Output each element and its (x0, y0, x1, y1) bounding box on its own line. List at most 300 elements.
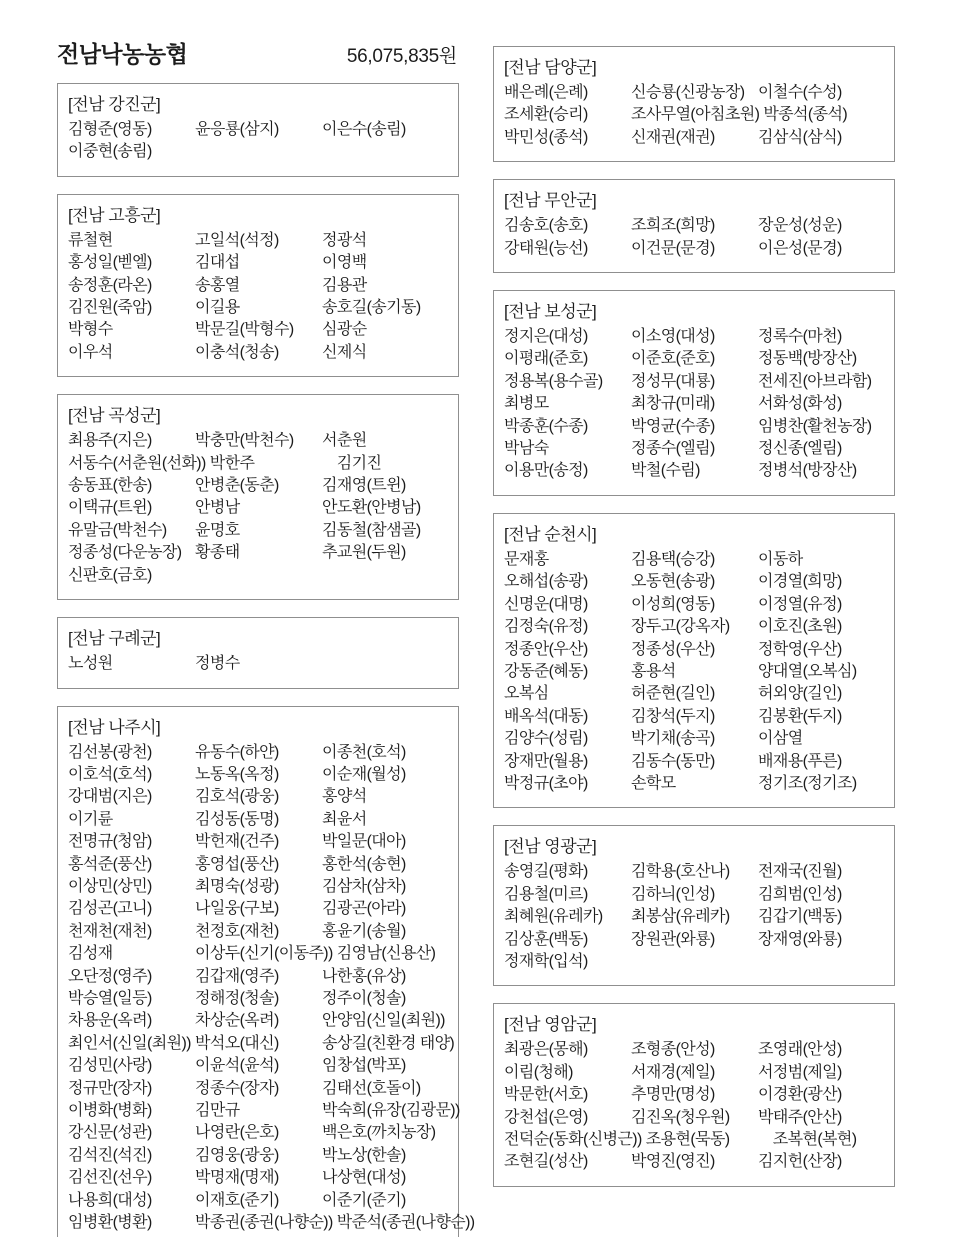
donor-row (68, 1190, 449, 1212)
donor-row (68, 342, 449, 364)
donor-name: 이우석 (68, 343, 113, 361)
donor-row (68, 453, 449, 475)
donor-name: 김진옥(청우원) (631, 1108, 730, 1126)
donor-name: 서춘원 (322, 432, 367, 450)
donor-name: 박철(수림) (631, 462, 700, 480)
donor-name: 이상두(신기(이동주)) (195, 945, 333, 963)
donor-name: 박형수 (68, 321, 113, 339)
donor-row (504, 906, 885, 928)
donor-name: 노성원 (68, 655, 113, 673)
donor-row (504, 639, 885, 661)
donor-name: 오동현(송광) (631, 573, 715, 591)
donor-name: 김재영(트윈) (322, 477, 406, 495)
donor-name: 정병수 (195, 655, 240, 673)
donor-name: 황종태 (195, 544, 240, 562)
donor-row (68, 943, 449, 965)
donor-row (68, 297, 449, 319)
donor-name: 홍용석 (631, 662, 676, 680)
donor-name: 박명재(명재) (195, 1169, 279, 1187)
donor-name: 송호길(송기동) (322, 299, 421, 317)
donor-name: 김용철(미르) (504, 885, 588, 903)
donor-name: 박준석(종권(나향순)) (336, 1214, 475, 1232)
donor-name: 이준기(준기) (322, 1191, 406, 1209)
donor-name: 최봉삼(유레카) (631, 908, 730, 926)
donor-row (504, 104, 885, 126)
donor-name: 김선봉(광천) (68, 743, 152, 761)
donor-name: 조세환(승리) (504, 106, 588, 124)
donor-name: 최혜원(유레카) (504, 908, 603, 926)
donor-name: 이정열(유정) (758, 595, 842, 613)
donor-name: 조영래(안성) (758, 1041, 842, 1059)
donor-name: 나영란(은호) (195, 1124, 279, 1142)
donor-name: 장재만(월용) (504, 752, 588, 770)
donor-name: 추교원(두원) (322, 544, 406, 562)
region-box (493, 513, 895, 808)
donor-name: 손학모 (631, 774, 676, 792)
donor-name: 최인서(신일(최원)) (68, 1034, 191, 1052)
donor-name: 최병모 (504, 395, 549, 413)
donor-name: 김동수(동만) (631, 752, 715, 770)
donor-name: 배재용(푸른) (758, 752, 842, 770)
donor-name: 이윤석(윤석) (195, 1057, 279, 1075)
donor-name: 김동철(참샘골) (322, 521, 421, 539)
region-box (493, 825, 895, 986)
region-title: [전남 나주시] (68, 717, 161, 737)
donor-row (68, 520, 449, 542)
region-title: [전남 영암군] (504, 1015, 597, 1035)
donor-row (68, 119, 449, 141)
donor-row (504, 238, 885, 260)
donor-name: 박문길(박형수) (195, 321, 294, 339)
donor-name: 이순재(월성) (322, 765, 406, 783)
donor-name: 정동백(방장산) (758, 350, 857, 368)
donor-name: 박남숙 (504, 440, 549, 458)
donor-row (68, 1033, 455, 1055)
donor-row (504, 951, 885, 973)
donor-name: 허준현(길인) (631, 685, 715, 703)
donor-name: 김성곤(고니) (68, 900, 152, 918)
donor-row (68, 252, 449, 274)
donor-name: 차상순(옥려) (195, 1012, 279, 1030)
donor-name: 유말금(박천수) (68, 521, 167, 539)
region-box (493, 179, 895, 273)
donor-row (68, 988, 449, 1010)
donor-name: 강신문(성관) (68, 1124, 152, 1142)
donor-name: 정재학(입석) (504, 952, 588, 970)
donor-row (68, 565, 449, 587)
donor-name: 최용주(지은) (68, 432, 152, 450)
donor-name: 천재천(재천) (68, 922, 152, 940)
region-title: [전남 고흥군] (68, 205, 161, 225)
donor-name: 강태원(능선) (504, 239, 588, 257)
donor-name: 송정훈(라온) (68, 276, 152, 294)
donor-name: 최창규(미래) (631, 395, 715, 413)
donor-row (504, 549, 885, 571)
donor-name: 송상길(친환경 태양) (322, 1034, 455, 1052)
donor-name: 박영균(수종) (631, 417, 715, 435)
donor-name: 최윤서 (322, 810, 367, 828)
donor-name: 노동옥(옥정) (195, 765, 279, 783)
donor-name: 정록수(마천) (758, 328, 842, 346)
donor-name: 서정범(제일) (758, 1063, 842, 1081)
donor-row (504, 1062, 885, 1084)
donor-name: 신제식 (322, 343, 367, 361)
donor-name: 송영길(평화) (504, 863, 588, 881)
region-box (57, 83, 459, 177)
donor-name: 정종안(우산) (504, 640, 588, 658)
donor-name: 정광석 (322, 231, 367, 249)
right-column (493, 46, 895, 1204)
donor-name: 허외양(길인) (758, 685, 842, 703)
donor-name: 이용만(송정) (504, 462, 588, 480)
donor-name: 신승룡(신광농장) (631, 84, 745, 101)
donor-name: 이평래(준호) (504, 350, 588, 368)
donor-row (504, 348, 885, 370)
donor-name: 이충석(청송) (195, 343, 279, 361)
donor-name: 배은례(은례) (504, 84, 588, 101)
region-title: [전남 순천시] (504, 524, 597, 544)
donor-row (68, 230, 449, 252)
donor-name: 최광은(몽해) (504, 1041, 588, 1059)
region-box (57, 617, 459, 688)
donor-row (68, 475, 449, 497)
donor-name: 박영진(영진) (631, 1153, 715, 1171)
region-title: [전남 구례군] (68, 629, 161, 649)
donor-row (504, 751, 885, 773)
donor-name: 정병석(방장산) (758, 462, 857, 480)
donor-row (68, 1055, 449, 1077)
donor-name: 김선진(선우) (68, 1169, 152, 1187)
donor-row (504, 616, 885, 638)
donor-row (504, 683, 885, 705)
donor-name: 김호석(광웅) (195, 788, 279, 806)
donor-name: 김송호(송호) (504, 217, 588, 235)
donor-row (68, 898, 449, 920)
donor-name: 김희범(인성) (758, 885, 842, 903)
donor-name: 김석진(석진) (68, 1146, 152, 1164)
donor-name: 홍성일(벧엘) (68, 254, 152, 272)
donor-name: 이림(청해) (504, 1063, 573, 1081)
donor-name: 나한홍(유상) (322, 967, 406, 985)
donor-row (68, 542, 449, 564)
donor-name: 전재국(진월) (758, 863, 842, 881)
donor-name: 문재홍 (504, 550, 549, 568)
donor-name: 김형준(영동) (68, 121, 152, 138)
donor-name: 김용택(승강) (631, 550, 715, 568)
donor-name: 최명숙(성광) (195, 877, 279, 895)
donor-row (68, 1167, 449, 1189)
donor-name: 김봉환(두지) (758, 707, 842, 725)
region-box (57, 194, 459, 377)
donor-name: 김태선(호돌이) (322, 1079, 421, 1097)
donor-name: 고일석(석정) (195, 231, 279, 249)
donor-name: 이기륜 (68, 810, 113, 828)
donor-row (504, 127, 885, 149)
donor-name: 박문한(서호) (504, 1086, 588, 1104)
donor-row (504, 1107, 885, 1129)
donor-name: 배옥석(대동) (504, 707, 588, 725)
donor-name: 송동표(한송) (68, 477, 152, 495)
donor-name: 이성희(영동) (631, 595, 715, 613)
donor-row (504, 1129, 885, 1151)
donor-name: 김갑재(영주) (195, 967, 279, 985)
donor-name: 김영웅(광웅) (195, 1146, 279, 1164)
document-header (57, 36, 457, 69)
donor-name: 전덕순(동화(신병근)) (504, 1131, 642, 1148)
donor-name: 이준호(준호) (631, 350, 715, 368)
donor-row (504, 416, 885, 438)
donor-name: 서재경(제일) (631, 1063, 715, 1081)
donor-name: 서화성(화성) (758, 395, 842, 413)
donor-name: 홍윤기(송월) (322, 922, 406, 940)
donor-row (504, 861, 885, 883)
donor-name: 김상훈(백동) (504, 930, 588, 948)
donor-name: 안도환(안병남) (322, 499, 421, 517)
donor-name: 이철수(수성) (758, 84, 842, 101)
donor-row (504, 393, 885, 415)
donor-row (68, 831, 449, 853)
region-title: [전남 강진군] (68, 95, 161, 114)
donor-row (504, 594, 885, 616)
donor-name: 김지헌(산장) (758, 1153, 842, 1171)
donor-name: 신명운(대명) (504, 595, 588, 613)
donor-row (504, 460, 885, 482)
donor-name: 정종성(우산) (631, 640, 715, 658)
donor-row (68, 1078, 449, 1100)
donor-name: 오복심 (504, 685, 549, 703)
donor-name: 정규만(장자) (68, 1079, 152, 1097)
donor-name: 이영백 (322, 254, 367, 272)
donor-row (504, 438, 885, 460)
region-box (493, 290, 895, 496)
donor-name: 강동준(혜동) (504, 662, 588, 680)
donor-name: 김창석(두지) (631, 707, 715, 725)
donor-name: 김양수(성림) (504, 730, 588, 748)
donor-name: 박종훈(수종) (504, 417, 588, 435)
donor-name: 오단정(영주) (68, 967, 152, 985)
donor-name: 이은성(문경) (758, 239, 842, 257)
donor-name: 정해정(청솔) (195, 989, 279, 1007)
donor-row (68, 1212, 475, 1234)
donor-name: 전명규(청암) (68, 833, 152, 851)
donor-name: 송홍열 (195, 276, 240, 294)
donor-name: 신판호(금호) (68, 566, 152, 584)
donor-row (68, 966, 449, 988)
donor-name: 이경환(광산) (758, 1086, 842, 1104)
donor-name: 김삼차(삼차) (322, 877, 406, 895)
donor-name: 안병춘(동춘) (195, 477, 279, 495)
donor-name: 김진원(죽암) (68, 299, 152, 317)
donor-name: 박기채(송곡) (631, 730, 715, 748)
donor-name: 나용희(대성) (68, 1191, 152, 1209)
donor-name: 안병남 (195, 499, 240, 517)
donor-row (68, 141, 449, 163)
donor-name: 박헌재(건주) (195, 833, 279, 851)
donor-name: 정종수(장자) (195, 1079, 279, 1097)
donor-row (68, 809, 449, 831)
donor-name: 장원관(와룡) (631, 930, 715, 948)
donor-name: 윤응룡(삼지) (195, 121, 279, 138)
donor-row (504, 706, 885, 728)
donor-name: 나일웅(구보) (195, 900, 279, 918)
donor-name: 홍한석(송현) (322, 855, 406, 873)
donor-name: 박태주(안산) (758, 1108, 842, 1126)
donor-name: 백은호(까치농장) (322, 1124, 436, 1142)
donor-name: 류철현 (68, 231, 113, 249)
donor-name: 조용현(묵동) (645, 1131, 730, 1148)
donor-name: 홍석준(풍산) (68, 855, 152, 873)
donor-name: 오해섭(송광) (504, 573, 588, 591)
donor-name: 정학영(우산) (758, 640, 842, 658)
donor-name: 장재영(와룡) (758, 930, 842, 948)
donor-name: 이종천(호석) (322, 743, 406, 761)
donor-name: 박석오(대신) (195, 1034, 279, 1052)
donor-row (504, 215, 885, 237)
donor-name: 김성동(동명) (195, 810, 279, 828)
donor-row (68, 786, 449, 808)
donor-name: 박승열(일등) (68, 989, 152, 1007)
donor-name: 차용운(옥려) (68, 1012, 152, 1030)
donor-row (504, 1151, 885, 1173)
donor-row (68, 653, 449, 675)
donor-name: 김용관 (322, 276, 367, 294)
donor-name: 정신종(엘림) (758, 440, 842, 458)
donor-row (504, 773, 885, 795)
donor-name: 장운성(성운) (758, 217, 842, 235)
donor-name: 김성민(사랑) (68, 1057, 152, 1075)
donor-name: 박일문(대아) (322, 833, 406, 851)
donor-row (68, 1122, 449, 1144)
donor-name: 김대섭 (195, 254, 240, 272)
donor-name: 추명만(명성) (631, 1086, 715, 1104)
donor-name: 조현길(성산) (504, 1153, 588, 1171)
donor-name: 이동하 (758, 550, 803, 568)
region-box (493, 1003, 895, 1186)
donor-row (504, 571, 885, 593)
donor-name: 조형종(안성) (631, 1041, 715, 1059)
donor-row (68, 275, 449, 297)
total-amount: 56,075,835원 (346, 46, 457, 67)
donor-name: 강대범(지은) (68, 788, 152, 806)
donor-name: 이중현(송림) (68, 143, 152, 161)
donor-row (504, 82, 885, 104)
donor-name: 박민성(종석) (504, 128, 588, 146)
donor-name: 박한주 (209, 454, 255, 472)
donor-name: 서동수(서춘원(선화)) (68, 454, 206, 472)
region-box (57, 394, 459, 600)
donor-row (68, 854, 449, 876)
donor-name: 전세진(아브라함) (758, 372, 872, 390)
donor-row (504, 661, 885, 683)
donor-name: 김갑기(백동) (758, 908, 842, 926)
organization-title: 전남낙농농협 (57, 41, 188, 67)
donor-row (68, 764, 449, 786)
donor-name: 임병찬(활천농장) (758, 417, 872, 435)
donor-row (68, 742, 449, 764)
donor-name: 이경열(희망) (758, 573, 842, 591)
donor-name: 이택규(트윈) (68, 499, 152, 517)
donor-name: 천정호(재천) (195, 922, 279, 940)
donor-name: 신재권(재권) (631, 128, 715, 146)
donor-name: 임병환(병환) (68, 1214, 152, 1232)
donor-row (68, 319, 449, 341)
donor-row (68, 876, 449, 898)
donor-name: 강천섭(은영) (504, 1108, 588, 1126)
donor-name: 김만규 (195, 1102, 240, 1119)
donor-name: 윤명호 (195, 521, 240, 539)
donor-name: 정종성(다운농장) (68, 544, 182, 562)
donor-name: 임창섭(박포) (322, 1057, 406, 1075)
donor-name: 김정숙(유정) (504, 618, 588, 636)
donor-name: 이은수(송림) (322, 121, 406, 138)
donor-name: 정주이(청솔) (322, 989, 406, 1007)
donor-name: 박정규(초야) (504, 774, 588, 792)
region-title: [전남 보성군] (504, 302, 597, 322)
donor-name: 이길용 (195, 299, 240, 317)
region-title: [전남 곡성군] (68, 406, 161, 426)
donor-name: 홍양석 (322, 788, 367, 806)
left-column (57, 36, 475, 1237)
donor-name: 이병화(병화) (68, 1102, 152, 1119)
donor-name: 김성재 (68, 945, 113, 963)
donor-name: 박종권(종권(나향순)) (195, 1214, 333, 1232)
donor-row (504, 326, 885, 348)
region-title: [전남 담양군] (504, 58, 597, 77)
donor-name: 김영남(신용산) (336, 945, 436, 963)
donor-name: 김광곤(아라) (322, 900, 406, 918)
donor-name: 이상민(상민) (68, 877, 152, 895)
donor-name: 심광순 (322, 321, 367, 339)
donor-name: 정종수(엘림) (631, 440, 715, 458)
donor-name: 이건문(문경) (631, 239, 715, 257)
region-title: [전남 영광군] (504, 837, 597, 857)
donor-row (68, 1145, 449, 1167)
donor-name: 홍영섭(풍산) (195, 855, 279, 873)
donor-name: 장두고(강옥자) (631, 618, 730, 636)
donor-row (68, 497, 449, 519)
donor-row (504, 1039, 885, 1061)
donor-name: 김학용(호산나) (631, 863, 730, 881)
donor-name: 김삼식(삼식) (758, 128, 842, 146)
donor-name: 박충만(박천수) (195, 432, 294, 450)
donor-row (68, 1100, 460, 1122)
donor-name: 김하늬(인성) (631, 885, 715, 903)
donor-name: 정기조(정기조) (758, 774, 857, 792)
donor-name: 김기진 (336, 454, 382, 472)
donor-name: 이소영(대성) (631, 328, 715, 346)
donor-name: 박숙희(유장(김광문)) (322, 1102, 460, 1119)
donor-name: 박노상(한솔) (322, 1146, 406, 1164)
donor-name: 조복현(복현) (772, 1131, 857, 1148)
donor-name: 정용복(용수골) (504, 372, 603, 390)
donor-name: 이재호(준기) (195, 1191, 279, 1209)
donor-name: 유동수(하얀) (195, 743, 279, 761)
donor-row (504, 884, 885, 906)
donor-name: 이삼열 (758, 730, 803, 748)
donor-row (504, 371, 885, 393)
donor-row (504, 929, 885, 951)
donor-name: 안양임(신일(최원)) (322, 1012, 445, 1030)
donor-row (68, 1010, 449, 1032)
donor-name: 나상현(대성) (322, 1169, 406, 1187)
donor-name: 이호진(초원) (758, 618, 842, 636)
donor-row (68, 430, 449, 452)
donor-name: 조사무열(아침초원) (631, 106, 760, 124)
region-title: [전남 무안군] (504, 191, 597, 211)
donor-name: 양대열(오복심) (758, 662, 857, 680)
donor-name: 정지은(대성) (504, 328, 588, 346)
donor-row (504, 1084, 885, 1106)
